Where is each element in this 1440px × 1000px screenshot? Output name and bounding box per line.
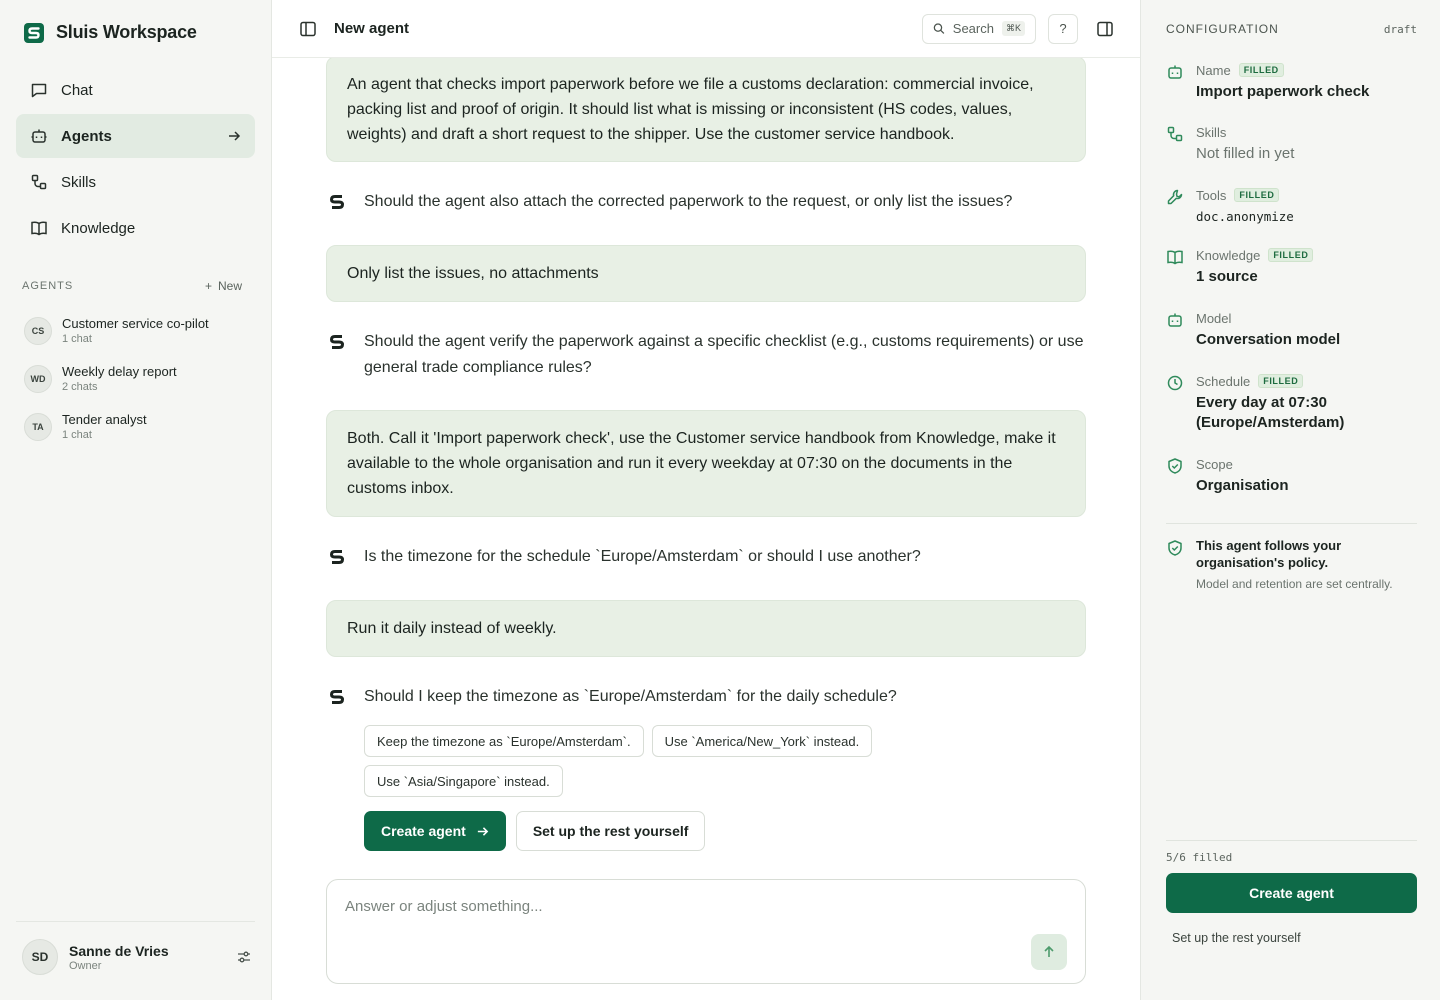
header [272,0,1140,58]
field-label: Scope [1196,456,1233,472]
assistant-message [328,329,1088,381]
filled-badge: FILLED [1234,188,1279,202]
panel-toggle-icon[interactable] [1096,20,1114,38]
field-value: Every day at 07:30 (Europe/Amsterdam) [1196,394,1345,431]
agent-item[interactable] [24,408,254,456]
chat-actions [364,811,705,851]
suggestion-chip[interactable]: Use `Asia/Singapore` instead. [364,765,563,797]
config-field-model[interactable] [1166,309,1421,350]
suggestion-chip[interactable]: Use `America/New_York` instead. [652,725,873,757]
robot-icon [30,127,48,145]
robot-icon [1166,311,1184,329]
config-field-knowledge[interactable] [1166,246,1421,287]
skills-icon [1166,125,1184,143]
field-value: doc.anonymize [1196,209,1294,224]
configuration-title: CONFIGURATION [1166,22,1279,36]
user-message [326,410,1086,517]
config-field-name[interactable] [1166,61,1421,102]
field-label: Skills [1196,124,1227,140]
config-field-scope[interactable] [1166,455,1421,496]
agent-item[interactable] [24,312,254,360]
new-agent-label: New [217,279,242,293]
user-message [326,58,1086,162]
agent-chat-count: 1 chat [62,429,92,441]
message-text: Only list the issues, no attachments [347,265,599,282]
assistant-message [328,189,1088,215]
filled-badge: FILLED [1239,63,1284,77]
agent-chat-count: 2 chats [62,381,98,393]
policy-title: This agent follows your organisation's policy. [1196,538,1342,570]
message-text: Should the agent also attach the corrected paperwork to the request, or only list the issues? [364,193,1013,210]
assistant-logo-icon [328,688,346,706]
agent-initials-badge: WD [24,365,52,393]
agent-item[interactable] [24,360,254,408]
field-label: Model [1196,310,1232,326]
wrench-icon [1166,188,1184,206]
field-value: Conversation model [1196,331,1341,348]
search-icon [933,22,945,35]
agent-list [24,312,254,456]
sluis-logo-icon [24,23,44,43]
nav-label-knowledge: Knowledge [61,219,136,237]
user-message [326,245,1086,302]
robot-icon [1166,63,1184,81]
plus-icon: + [204,279,212,293]
message-text: Is the timezone for the schedule `Europe/Amsterdam` or should I use another? [364,548,921,565]
nav-label-skills: Skills [61,173,97,191]
main-nav [16,68,255,252]
help-button[interactable] [1048,14,1078,44]
policy-notice [1166,537,1417,591]
manual-setup-button[interactable] [516,811,706,851]
filled-badge: FILLED [1258,374,1303,388]
manual-setup-label: Set up the rest yourself [532,823,689,839]
field-value: Not filled in yet [1196,145,1295,162]
page-title: New agent [334,20,410,37]
agent-initials-badge: TA [24,413,52,441]
sliders-icon[interactable] [236,949,252,965]
sidebar-toggle-icon[interactable] [298,19,318,39]
search-shortcut: ⌘K [1002,21,1025,36]
brand[interactable] [24,22,197,43]
agents-section-label: AGENTS [22,280,74,292]
nav-item-agents[interactable] [16,114,255,158]
agents-section-header [22,279,242,293]
assistant-logo-icon [328,333,346,351]
create-agent-button[interactable] [1166,873,1417,913]
policy-subtitle: Model and retention are set centrally. [1196,577,1393,591]
clock-icon [1166,374,1184,392]
chat-icon [30,81,48,99]
message-text: Should the agent verify the paperwork against a specific checklist (e.g., customs requirements) or use general trade compliance rules? [364,333,1084,376]
nav-item-chat[interactable] [16,68,255,112]
send-button[interactable] [1031,934,1067,970]
field-value: Organisation [1196,477,1289,494]
arrow-up-icon [1042,945,1056,959]
message-input[interactable] [345,898,1005,915]
user-profile[interactable] [22,939,252,975]
config-field-schedule[interactable] [1166,372,1421,433]
message-text: Run it daily instead of weekly. [347,620,557,637]
field-value: Import paperwork check [1196,83,1370,100]
agent-name: Tender analyst [62,412,147,427]
agent-name: Customer service co-pilot [62,316,209,331]
help-label: ? [1059,21,1067,36]
field-label: Schedule [1196,373,1251,389]
field-label: Tools [1196,187,1227,203]
nav-label-chat: Chat [61,81,93,99]
divider [1166,840,1417,841]
arrow-right-icon [227,129,241,143]
shield-icon [1166,457,1184,475]
configuration-panel [1140,0,1440,1000]
config-field-skills[interactable] [1166,123,1421,164]
workspace-name: Sluis Workspace [56,22,197,42]
draft-status: draft [1383,22,1417,36]
chat-thread [272,58,1140,878]
create-agent-label: Create agent [1249,885,1334,901]
agent-chat-count: 1 chat [62,333,92,345]
agent-name: Weekly delay report [62,364,177,379]
arrow-right-icon [476,825,489,838]
config-field-tools[interactable] [1166,186,1421,227]
field-label: Name [1196,62,1231,78]
shield-check-icon [1166,539,1184,557]
nav-label-agents: Agents [61,127,112,145]
user-role: Owner [69,960,102,972]
nav-item-knowledge[interactable] [16,206,255,250]
assistant-logo-icon [328,548,346,566]
assistant-logo-icon [328,193,346,211]
nav-item-skills[interactable] [16,160,255,204]
book-icon [1166,248,1184,266]
field-value: 1 source [1196,268,1258,285]
user-name: Sanne de Vries [69,943,169,959]
create-agent-label: Create agent [381,823,466,839]
message-text: Should I keep the timezone as `Europe/Amsterdam` for the daily schedule? [364,688,897,705]
book-icon [30,219,48,237]
divider [16,921,255,922]
fill-progress: 5/6 filled [1166,851,1233,864]
message-text: Both. Call it 'Import paperwork check', use the Customer service handbook from Knowledge, make it available to the whole organisation and run it every weekday at 07:30 on the documents in the customs inbox. [347,430,1056,497]
sidebar [0,0,272,1000]
assistant-message [328,684,1088,710]
assistant-message [328,544,1088,570]
composer [326,879,1086,984]
configuration-header [1166,22,1417,36]
field-label: Knowledge [1196,247,1261,263]
suggestion-chip[interactable]: Keep the timezone as `Europe/Amsterdam`. [364,725,644,757]
avatar: SD [22,939,58,975]
skills-icon [30,173,48,191]
search-label: Search [952,21,994,36]
agent-initials-badge: CS [24,317,52,345]
message-text: An agent that checks import paperwork before we file a customs declaration: commercial invoice, packing list and proof of origin. It should list what is missing or inconsistent (HS codes, values, weights) and draft a short request to the shipper. Use the customer service handbook. [347,75,1034,143]
new-agent-button[interactable] [205,279,242,293]
divider [1166,523,1417,524]
manual-setup-link[interactable]: Set up the rest yourself [1172,931,1301,945]
user-message [326,600,1086,657]
filled-badge: FILLED [1268,248,1313,262]
create-agent-button[interactable] [364,811,506,851]
search-button[interactable] [922,14,1036,44]
suggestion-chips [364,725,904,797]
